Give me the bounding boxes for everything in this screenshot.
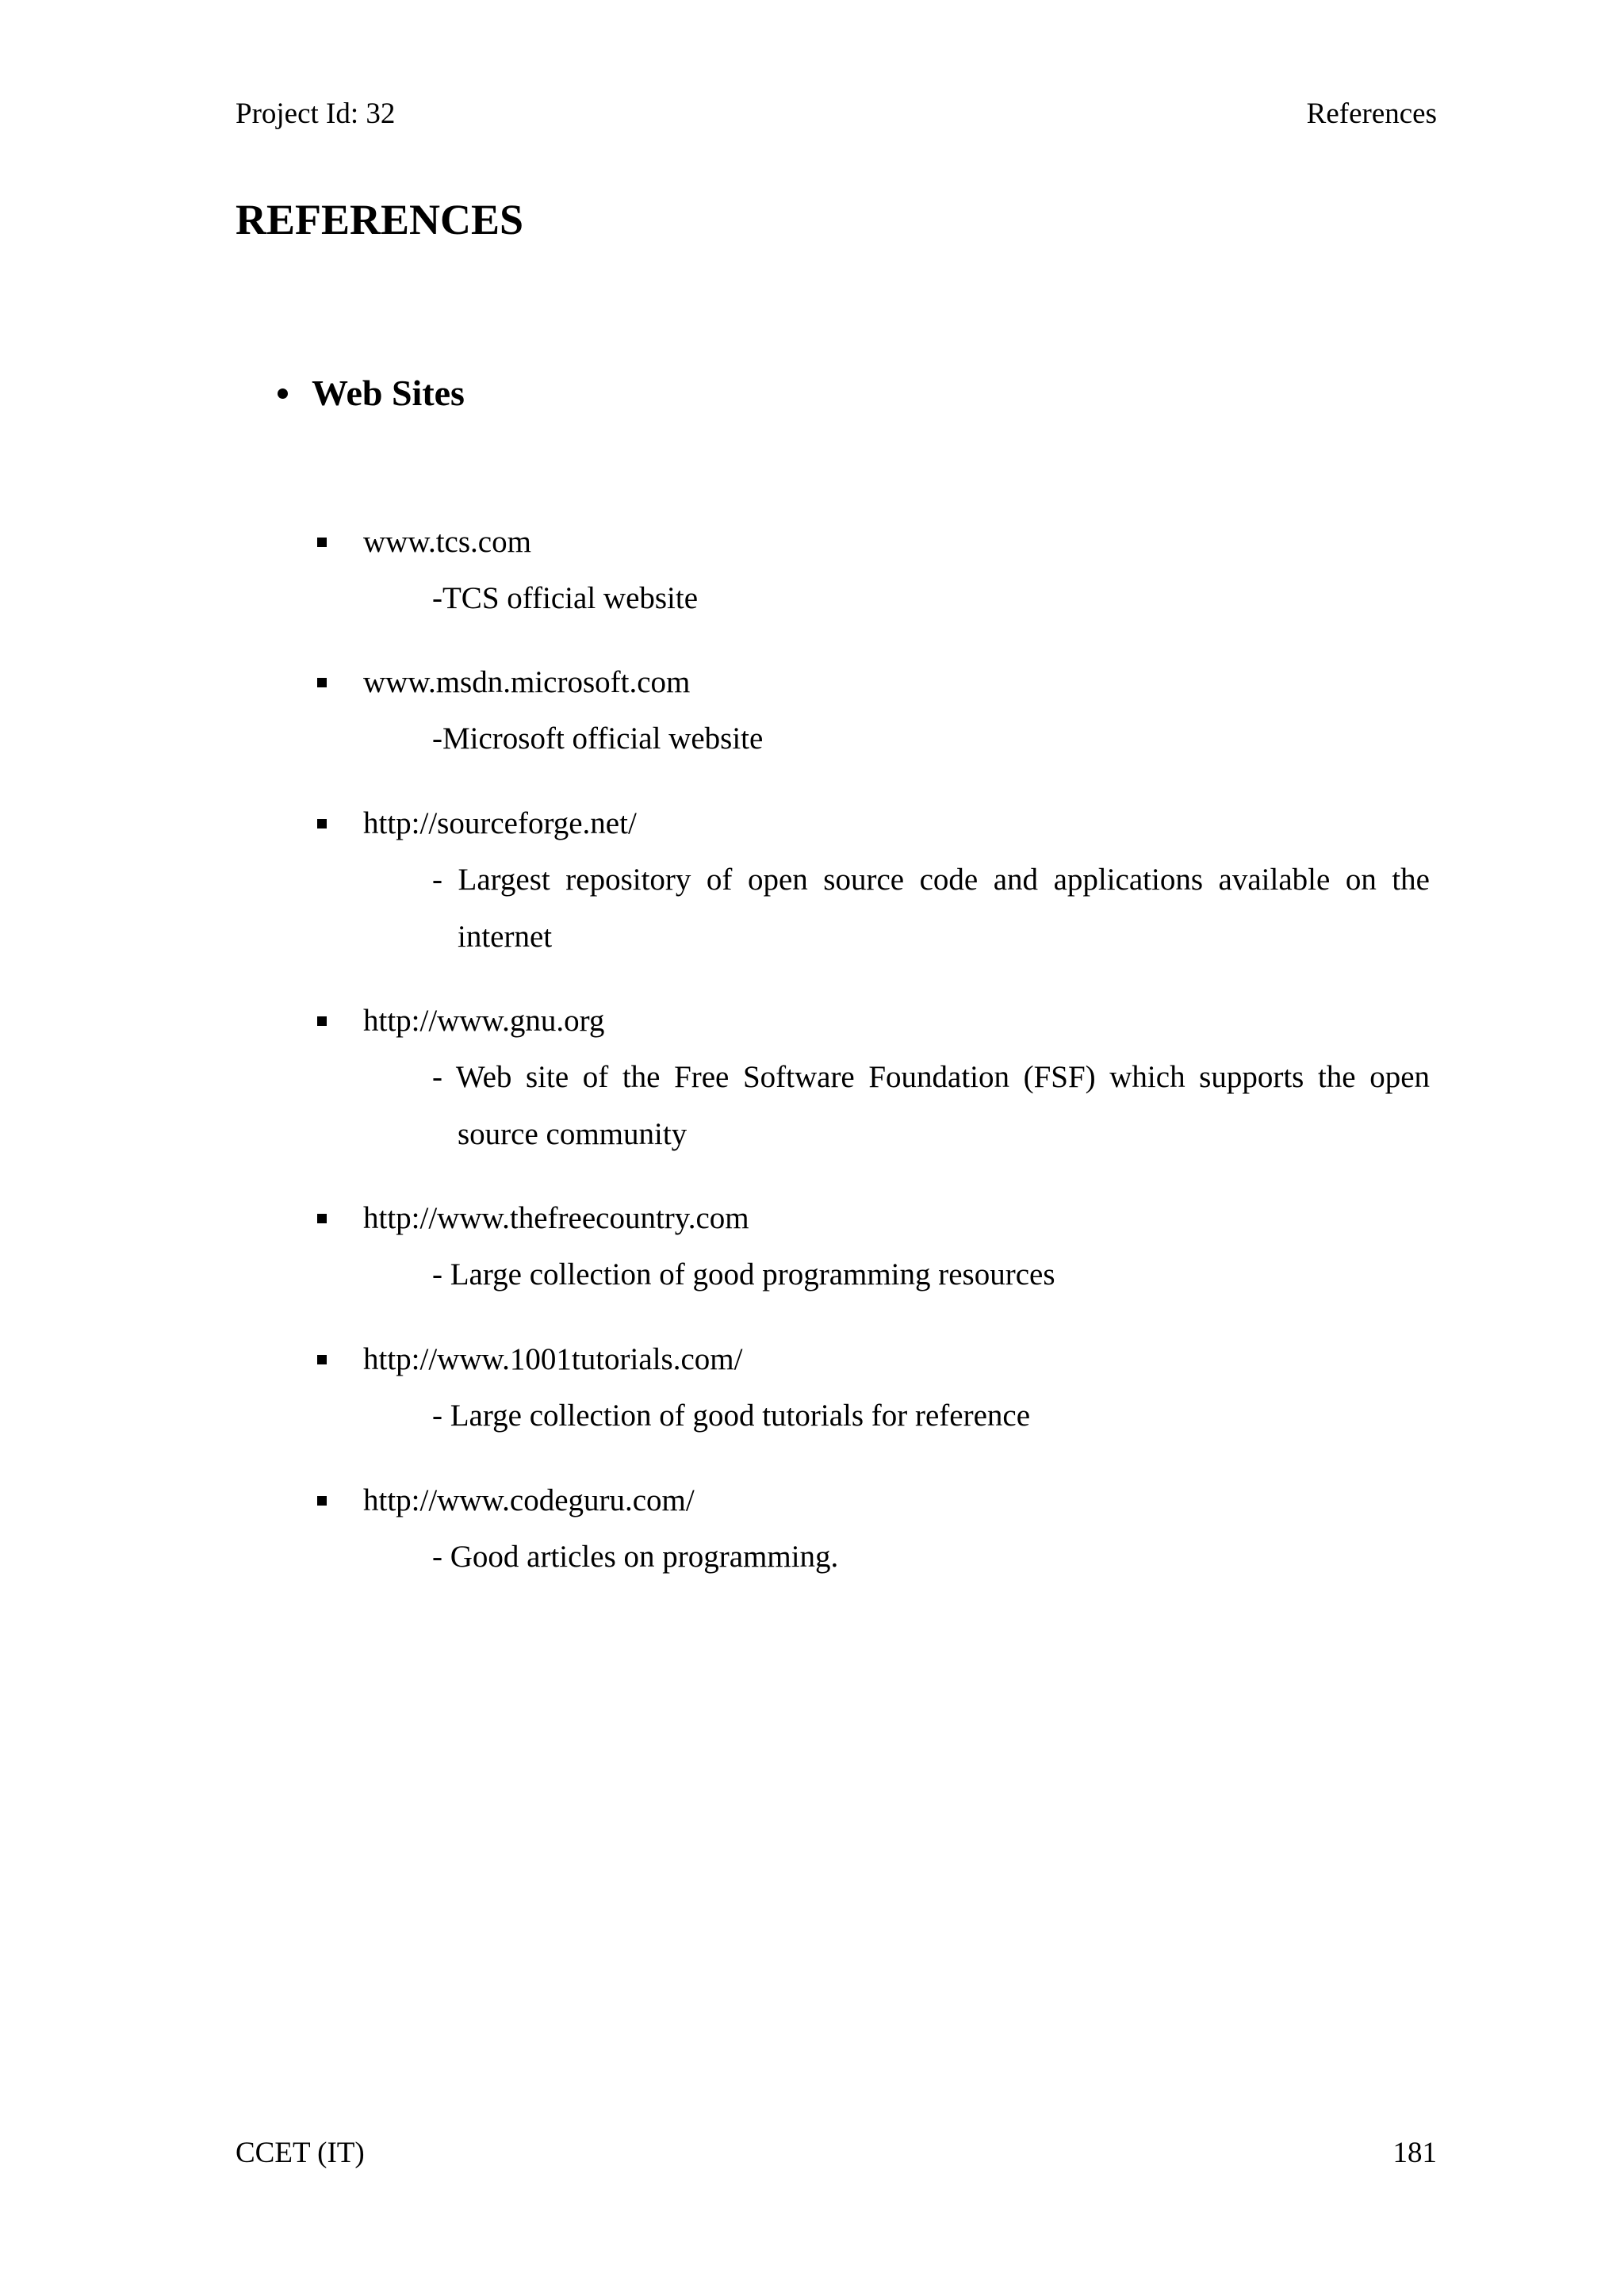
reference-url: http://www.gnu.org [363, 1004, 605, 1038]
footer-department: CCET (IT) [236, 2137, 365, 2169]
page-title: REFERENCES [236, 196, 524, 243]
page-number: 181 [1392, 2137, 1437, 2169]
reference-description: -Microsoft official website [432, 721, 764, 756]
section-heading-label: Web Sites [312, 373, 465, 413]
section-heading [278, 375, 465, 411]
square-bullet-icon [317, 1496, 327, 1506]
reference-description: -TCS official website [432, 581, 699, 615]
reference-description: - Web site of the Free Software Foundation (FSF) which supports the open source community [432, 1060, 1430, 1151]
reference-url: http://www.thefreecountry.com [363, 1201, 749, 1235]
header-section-name: References [1306, 98, 1437, 130]
square-bullet-icon [317, 678, 327, 687]
square-bullet-icon [317, 819, 327, 828]
square-bullet-icon [317, 1016, 327, 1026]
square-bullet-icon [317, 1214, 327, 1223]
reference-url: http://sourceforge.net/ [363, 806, 637, 840]
reference-description: - Good articles on programming. [432, 1540, 839, 1574]
reference-description: - Large collection of good programming resources [432, 1257, 1055, 1292]
reference-description: - Large collection of good tutorials for reference [432, 1399, 1031, 1433]
round-bullet-icon [278, 388, 288, 399]
reference-description: - Largest repository of open source code and applications available on the internet [432, 863, 1430, 954]
reference-url: www.tcs.com [363, 525, 531, 559]
square-bullet-icon [317, 1355, 327, 1364]
reference-url: www.msdn.microsoft.com [363, 665, 691, 699]
square-bullet-icon [317, 538, 327, 547]
reference-url: http://www.codeguru.com/ [363, 1483, 695, 1517]
reference-url: http://www.1001tutorials.com/ [363, 1342, 743, 1376]
header-project-id: Project Id: 32 [236, 98, 396, 130]
